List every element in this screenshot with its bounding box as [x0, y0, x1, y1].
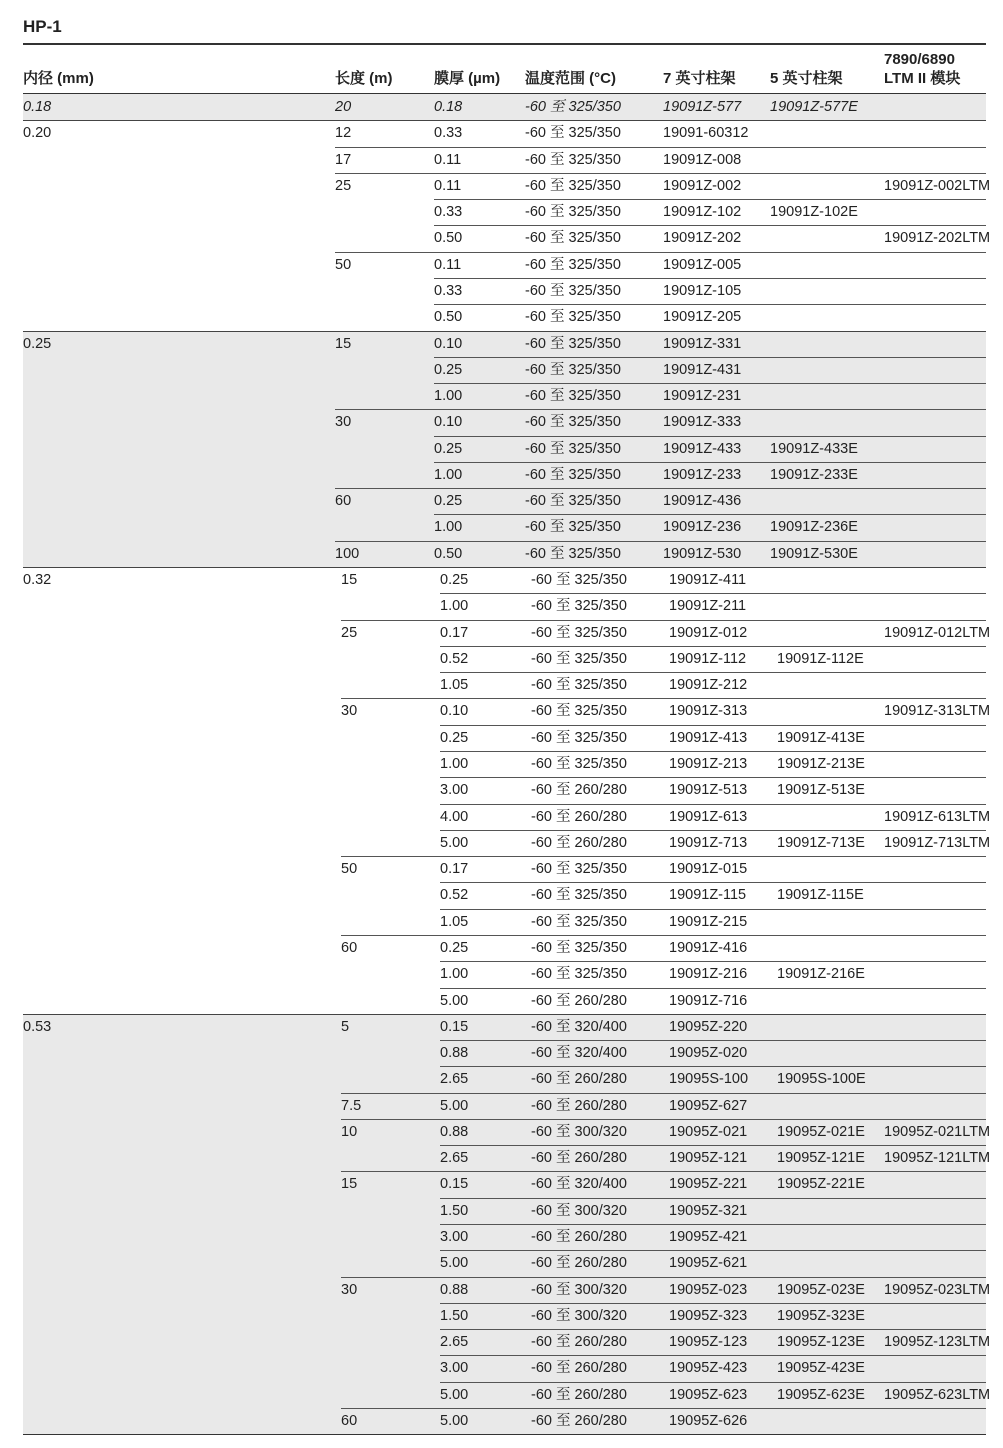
temperature-range-cell: -60 至 320/400 [531, 1018, 627, 1035]
row-divider [440, 777, 986, 778]
part-number-7-inch: 19091Z-012 [669, 624, 748, 641]
part-number-5-inch: 19091Z-236E [770, 519, 858, 536]
length-divider [341, 1119, 986, 1120]
inner-diameter-cell: 0.32 [23, 572, 52, 589]
part-number-7-inch: 19091-60312 [663, 125, 749, 142]
part-number-5-inch: 19095Z-023E [777, 1281, 865, 1298]
part-number-5-inch: 19091Z-216E [777, 966, 865, 983]
part-number-7-inch: 19091Z-002 [663, 177, 742, 194]
row-divider [440, 1066, 986, 1067]
length-divider [335, 173, 986, 174]
temperature-range-cell: -60 至 300/320 [531, 1202, 627, 1219]
film-thickness-cell: 1.50 [440, 1307, 469, 1324]
temperature-range-cell: -60 至 325/350 [531, 887, 627, 904]
part-number-5-inch: 19091Z-513E [777, 782, 865, 799]
part-number-7-inch: 19091Z-112 [669, 650, 747, 667]
part-number-7-inch: 19091Z-416 [669, 939, 748, 956]
row-divider [440, 751, 986, 752]
row-divider [440, 1198, 986, 1199]
film-thickness-cell: 0.50 [434, 309, 463, 326]
length-cell: 15 [341, 1176, 358, 1193]
temperature-range-cell: -60 至 260/280 [531, 1413, 627, 1429]
header-film-thickness: 膜厚 (µm) [434, 70, 501, 87]
temperature-range-cell: -60 至 325/350 [531, 598, 627, 615]
temperature-range-cell: -60 至 300/320 [531, 1307, 627, 1324]
part-number-5-inch: 19095Z-123E [777, 1334, 865, 1351]
length-cell: 30 [335, 414, 352, 431]
temperature-range-cell: -60 至 300/320 [531, 1123, 627, 1140]
temperature-range-cell: -60 至 260/280 [531, 834, 627, 851]
part-number-5-inch: 19091Z-102E [770, 204, 858, 221]
film-thickness-cell: 4.00 [440, 808, 469, 825]
film-thickness-cell: 5.00 [440, 1413, 469, 1429]
row-divider [440, 830, 986, 831]
film-thickness-cell: 5.00 [440, 834, 469, 851]
film-thickness-cell: 1.00 [440, 966, 469, 983]
length-divider [335, 541, 986, 542]
inner-diameter-cell: 0.18 [23, 99, 52, 115]
row-divider [440, 593, 986, 594]
temperature-range-cell: -60 至 260/280 [531, 1097, 627, 1114]
header-temperature-range: 温度范围 (°C) [525, 70, 616, 87]
temperature-range-cell: -60 至 320/400 [531, 1176, 627, 1193]
film-thickness-cell: 0.11 [434, 177, 462, 194]
part-number-7-inch: 19095Z-621 [669, 1255, 748, 1272]
film-thickness-cell: 0.11 [434, 256, 462, 273]
temperature-range-cell: -60 至 325/350 [525, 177, 621, 194]
length-cell: 7.5 [341, 1097, 362, 1114]
part-number-5-inch: 19091Z-713E [777, 834, 865, 851]
row-divider [440, 804, 986, 805]
temperature-range-cell: -60 至 325/350 [531, 677, 627, 694]
film-thickness-cell: 0.17 [440, 861, 469, 878]
film-thickness-cell: 0.10 [440, 703, 469, 720]
part-number-7-inch: 19095Z-323 [669, 1307, 748, 1324]
film-thickness-cell: 0.52 [440, 887, 469, 904]
temperature-range-cell: -60 至 260/280 [531, 808, 627, 825]
length-cell: 15 [335, 335, 352, 352]
part-number-7-inch: 19091Z-331 [663, 335, 742, 352]
part-number-ltm: 19091Z-713LTM [884, 834, 991, 851]
part-number-5-inch: 19091Z-433E [770, 440, 858, 457]
part-number-5-inch: 19095S-100E [777, 1071, 866, 1088]
part-number-7-inch: 19095Z-626 [669, 1413, 748, 1429]
temperature-range-cell: -60 至 325/350 [525, 125, 621, 142]
length-cell: 17 [335, 151, 352, 168]
header-inner-diameter: 内径 (mm) [23, 70, 94, 87]
film-thickness-cell: 5.00 [440, 992, 469, 1009]
part-number-ltm: 19095Z-121LTM [884, 1150, 991, 1167]
part-number-7-inch: 19095Z-023 [669, 1281, 748, 1298]
temperature-range-cell: -60 至 300/320 [531, 1281, 627, 1298]
part-number-5-inch: 19091Z-112E [777, 650, 864, 667]
temperature-range-cell: -60 至 325/350 [525, 230, 621, 247]
part-number-ltm: 19095Z-021LTM [884, 1123, 991, 1140]
row-divider [434, 514, 986, 515]
row-divider [440, 725, 986, 726]
length-cell: 12 [335, 125, 352, 142]
temperature-range-cell: -60 至 325/350 [531, 966, 627, 983]
inner-diameter-cell: 0.53 [23, 1018, 52, 1035]
film-thickness-cell: 0.50 [434, 545, 463, 562]
row-divider [434, 383, 986, 384]
length-cell: 20 [335, 99, 352, 115]
part-number-ltm: 19095Z-023LTM [884, 1281, 991, 1298]
film-thickness-cell: 2.65 [440, 1150, 469, 1167]
length-cell: 30 [341, 703, 358, 720]
length-cell: 30 [341, 1281, 358, 1298]
part-number-5-inch: 19091Z-233E [770, 466, 858, 483]
temperature-range-cell: -60 至 325/350 [531, 572, 627, 589]
group-divider [23, 567, 986, 568]
part-number-7-inch: 19091Z-413 [669, 729, 748, 746]
temperature-range-cell: -60 至 325/350 [525, 282, 621, 299]
part-number-7-inch: 19091Z-411 [669, 572, 747, 589]
part-number-7-inch: 19091Z-213 [669, 756, 748, 772]
length-divider [341, 935, 986, 936]
temperature-range-cell: -60 至 260/280 [531, 1150, 627, 1167]
part-number-7-inch: 19091Z-202 [663, 230, 742, 247]
row-divider [440, 988, 986, 989]
part-number-7-inch: 19091Z-613 [669, 808, 748, 825]
length-cell: 25 [341, 624, 358, 641]
inner-diameter-cell: 0.25 [23, 335, 52, 352]
part-number-5-inch: 19095Z-323E [777, 1307, 865, 1324]
film-thickness-cell: 1.05 [440, 677, 469, 694]
film-thickness-cell: 2.65 [440, 1071, 469, 1088]
part-number-7-inch: 19091Z-233 [663, 466, 742, 483]
film-thickness-cell: 1.00 [434, 388, 463, 405]
part-number-7-inch: 19091Z-313 [669, 703, 748, 720]
length-divider [341, 1277, 986, 1278]
film-thickness-cell: 1.50 [440, 1202, 469, 1219]
temperature-range-cell: -60 至 260/280 [531, 1071, 627, 1088]
temperature-range-cell: -60 至 325/350 [531, 756, 627, 772]
row-divider [440, 1382, 986, 1383]
group-divider [23, 331, 986, 332]
part-number-7-inch: 19091Z-212 [669, 677, 748, 694]
temperature-range-cell: -60 至 325/350 [525, 204, 621, 221]
part-number-7-inch: 19091Z-105 [663, 282, 742, 299]
part-number-ltm: 19091Z-313LTM [884, 703, 991, 720]
film-thickness-cell: 0.52 [440, 650, 469, 667]
part-number-7-inch: 19091Z-008 [663, 151, 742, 168]
temperature-range-cell: -60 至 325/350 [525, 466, 621, 483]
part-number-5-inch: 19095Z-121E [777, 1150, 865, 1167]
temperature-range-cell: -60 至 325/350 [531, 703, 627, 720]
film-thickness-cell: 5.00 [440, 1386, 469, 1403]
header-length: 长度 (m) [335, 70, 393, 87]
length-divider [341, 1171, 986, 1172]
row-divider [440, 961, 986, 962]
part-number-7-inch: 19091Z-333 [663, 414, 742, 431]
part-number-ltm: 19091Z-202LTM [884, 230, 991, 247]
part-number-7-inch: 19091Z-436 [663, 493, 742, 510]
row-divider [434, 462, 986, 463]
film-thickness-cell: 0.25 [434, 361, 463, 378]
temperature-range-cell: -60 至 325/350 [525, 151, 621, 168]
film-thickness-cell: 0.25 [440, 572, 469, 589]
film-thickness-cell: 5.00 [440, 1255, 469, 1272]
temperature-range-cell: -60 至 325/350 [531, 861, 627, 878]
group-divider [23, 1014, 986, 1015]
row-divider [440, 1329, 986, 1330]
film-thickness-cell: 0.10 [434, 414, 463, 431]
film-thickness-cell: 1.00 [434, 466, 463, 483]
film-thickness-cell: 0.88 [440, 1281, 469, 1298]
header-ltm-line2: LTM II 模块 [884, 70, 961, 87]
part-number-ltm: 19095Z-623LTM [884, 1386, 991, 1403]
length-divider [335, 488, 986, 489]
header-ltm-line1: 7890/6890 [884, 51, 955, 68]
row-divider [440, 909, 986, 910]
row-divider [434, 278, 986, 279]
row-divider [434, 357, 986, 358]
film-thickness-cell: 0.18 [434, 99, 463, 115]
header-7-inch-cage: 7 英寸柱架 [663, 70, 736, 87]
length-cell: 60 [341, 939, 358, 956]
temperature-range-cell: -60 至 260/280 [531, 1229, 627, 1246]
part-number-5-inch: 19095Z-623E [777, 1386, 865, 1403]
film-thickness-cell: 0.15 [440, 1018, 469, 1035]
film-thickness-cell: 3.00 [440, 1360, 469, 1377]
film-thickness-cell: 1.00 [440, 598, 469, 615]
length-divider [341, 698, 986, 699]
length-cell: 10 [341, 1123, 358, 1140]
film-thickness-cell: 1.05 [440, 913, 469, 930]
temperature-range-cell: -60 至 260/280 [531, 1334, 627, 1351]
part-number-7-inch: 19091Z-015 [669, 861, 748, 878]
part-number-ltm: 19091Z-613LTM [884, 808, 991, 825]
length-cell: 50 [341, 861, 358, 878]
part-number-7-inch: 19091Z-716 [669, 992, 748, 1009]
length-divider [341, 856, 986, 857]
row-divider [434, 304, 986, 305]
part-number-7-inch: 19095Z-020 [669, 1045, 748, 1062]
row-divider [440, 672, 986, 673]
part-number-5-inch: 19091Z-213E [777, 756, 865, 772]
part-number-7-inch: 19091Z-216 [669, 966, 748, 983]
length-divider [335, 252, 986, 253]
film-thickness-cell: 0.11 [434, 151, 462, 168]
temperature-range-cell: -60 至 325/350 [525, 545, 621, 562]
part-number-7-inch: 19091Z-205 [663, 309, 742, 326]
row-divider [440, 1250, 986, 1251]
part-number-5-inch: 19095Z-221E [777, 1176, 865, 1193]
film-thickness-cell: 0.10 [434, 335, 463, 352]
temperature-range-cell: -60 至 260/280 [531, 1255, 627, 1272]
part-number-7-inch: 19091Z-211 [669, 598, 747, 615]
temperature-range-cell: -60 至 260/280 [531, 1386, 627, 1403]
temperature-range-cell: -60 至 260/280 [531, 992, 627, 1009]
length-cell: 60 [341, 1413, 358, 1429]
temperature-range-cell: -60 至 325/350 [531, 913, 627, 930]
part-number-5-inch: 19091Z-577E [770, 99, 858, 115]
film-thickness-cell: 0.25 [440, 729, 469, 746]
part-number-7-inch: 19095Z-627 [669, 1097, 748, 1114]
film-thickness-cell: 5.00 [440, 1097, 469, 1114]
temperature-range-cell: -60 至 320/400 [531, 1045, 627, 1062]
length-divider [341, 1408, 986, 1409]
part-number-7-inch: 19091Z-713 [669, 834, 748, 851]
film-thickness-cell: 0.25 [434, 493, 463, 510]
film-thickness-cell: 3.00 [440, 782, 469, 799]
part-number-7-inch: 19095Z-321 [669, 1202, 748, 1219]
temperature-range-cell: -60 至 325/350 [525, 519, 621, 536]
temperature-range-cell: -60 至 325/350 [531, 729, 627, 746]
film-thickness-cell: 0.17 [440, 624, 469, 641]
part-number-ltm: 19095Z-123LTM [884, 1334, 991, 1351]
length-divider [335, 147, 986, 148]
row-divider [440, 1303, 986, 1304]
temperature-range-cell: -60 至 260/280 [531, 782, 627, 799]
temperature-range-cell: -60 至 260/280 [531, 1360, 627, 1377]
part-number-7-inch: 19091Z-433 [663, 440, 742, 457]
film-thickness-cell: 0.33 [434, 282, 463, 299]
temperature-range-cell: -60 至 325/350 [531, 939, 627, 956]
temperature-range-cell: -60 至 325/350 [525, 440, 621, 457]
part-number-7-inch: 19095Z-221 [669, 1176, 748, 1193]
length-cell: 60 [335, 493, 352, 510]
part-number-5-inch: 19095Z-021E [777, 1123, 865, 1140]
film-thickness-cell: 1.00 [440, 756, 469, 772]
part-number-5-inch: 19091Z-115E [777, 887, 864, 904]
part-number-5-inch: 19091Z-530E [770, 545, 858, 562]
film-thickness-cell: 0.25 [440, 939, 469, 956]
length-cell: 5 [341, 1018, 350, 1035]
title-rule [23, 43, 986, 45]
length-cell: 50 [335, 256, 352, 273]
temperature-range-cell: -60 至 325/350 [525, 414, 621, 431]
part-number-7-inch: 19095Z-423 [669, 1360, 748, 1377]
temperature-range-cell: -60 至 325/350 [525, 361, 621, 378]
part-number-7-inch: 19095Z-220 [669, 1018, 748, 1035]
part-number-7-inch: 19095S-100 [669, 1071, 749, 1088]
part-number-7-inch: 19091Z-513 [669, 782, 748, 799]
part-number-7-inch: 19091Z-577 [663, 99, 742, 115]
part-number-ltm: 19091Z-012LTM [884, 624, 991, 641]
group-divider [23, 120, 986, 121]
temperature-range-cell: -60 至 325/350 [525, 309, 621, 326]
row-divider [434, 199, 986, 200]
film-thickness-cell: 0.88 [440, 1045, 469, 1062]
length-cell: 15 [341, 572, 358, 589]
part-number-7-inch: 19091Z-005 [663, 256, 742, 273]
part-number-ltm: 19091Z-002LTM [884, 177, 991, 194]
temperature-range-cell: -60 至 325/350 [531, 624, 627, 641]
temperature-range-cell: -60 至 325/350 [525, 335, 621, 352]
part-number-7-inch: 19091Z-102 [663, 204, 742, 221]
part-number-7-inch: 19091Z-115 [669, 887, 747, 904]
row-divider [440, 882, 986, 883]
part-number-7-inch: 19091Z-431 [663, 361, 742, 378]
part-number-5-inch: 19091Z-413E [777, 729, 865, 746]
part-number-7-inch: 19095Z-123 [669, 1334, 748, 1351]
row-divider [440, 1355, 986, 1356]
temperature-range-cell: -60 至 325/350 [525, 493, 621, 510]
row-divider [440, 1224, 986, 1225]
part-number-7-inch: 19095Z-021 [669, 1123, 748, 1140]
length-divider [341, 620, 986, 621]
film-thickness-cell: 0.15 [440, 1176, 469, 1193]
part-number-5-inch: 19095Z-423E [777, 1360, 865, 1377]
part-number-7-inch: 19095Z-421 [669, 1229, 748, 1246]
length-divider [341, 1093, 986, 1094]
length-divider [335, 409, 986, 410]
temperature-range-cell: -60 至 325/350 [525, 256, 621, 273]
row-divider [440, 1040, 986, 1041]
row-divider [440, 646, 986, 647]
length-cell: 100 [335, 545, 360, 562]
header-5-inch-cage: 5 英寸柱架 [770, 70, 843, 87]
film-thickness-cell: 0.33 [434, 204, 463, 221]
film-thickness-cell: 2.65 [440, 1334, 469, 1351]
part-number-7-inch: 19091Z-215 [669, 913, 748, 930]
row-divider [440, 1145, 986, 1146]
temperature-range-cell: -60 至 325/350 [525, 99, 621, 115]
part-number-7-inch: 19091Z-530 [663, 545, 742, 562]
page-title: HP-1 [23, 17, 62, 36]
temperature-range-cell: -60 至 325/350 [531, 650, 627, 667]
row-divider [434, 436, 986, 437]
temperature-range-cell: -60 至 325/350 [525, 388, 621, 405]
length-cell: 25 [335, 177, 352, 194]
film-thickness-cell: 1.00 [434, 519, 463, 536]
part-number-7-inch: 19091Z-236 [663, 519, 742, 536]
film-thickness-cell: 0.25 [434, 440, 463, 457]
film-thickness-cell: 0.33 [434, 125, 463, 142]
film-thickness-cell: 3.00 [440, 1229, 469, 1246]
row-divider [434, 225, 986, 226]
part-number-7-inch: 19091Z-231 [663, 388, 742, 405]
inner-diameter-cell: 0.20 [23, 125, 52, 142]
film-thickness-cell: 0.88 [440, 1123, 469, 1140]
table-bottom-rule [23, 1434, 986, 1435]
part-number-7-inch: 19095Z-623 [669, 1386, 748, 1403]
part-number-7-inch: 19095Z-121 [669, 1150, 748, 1167]
film-thickness-cell: 0.50 [434, 230, 463, 247]
